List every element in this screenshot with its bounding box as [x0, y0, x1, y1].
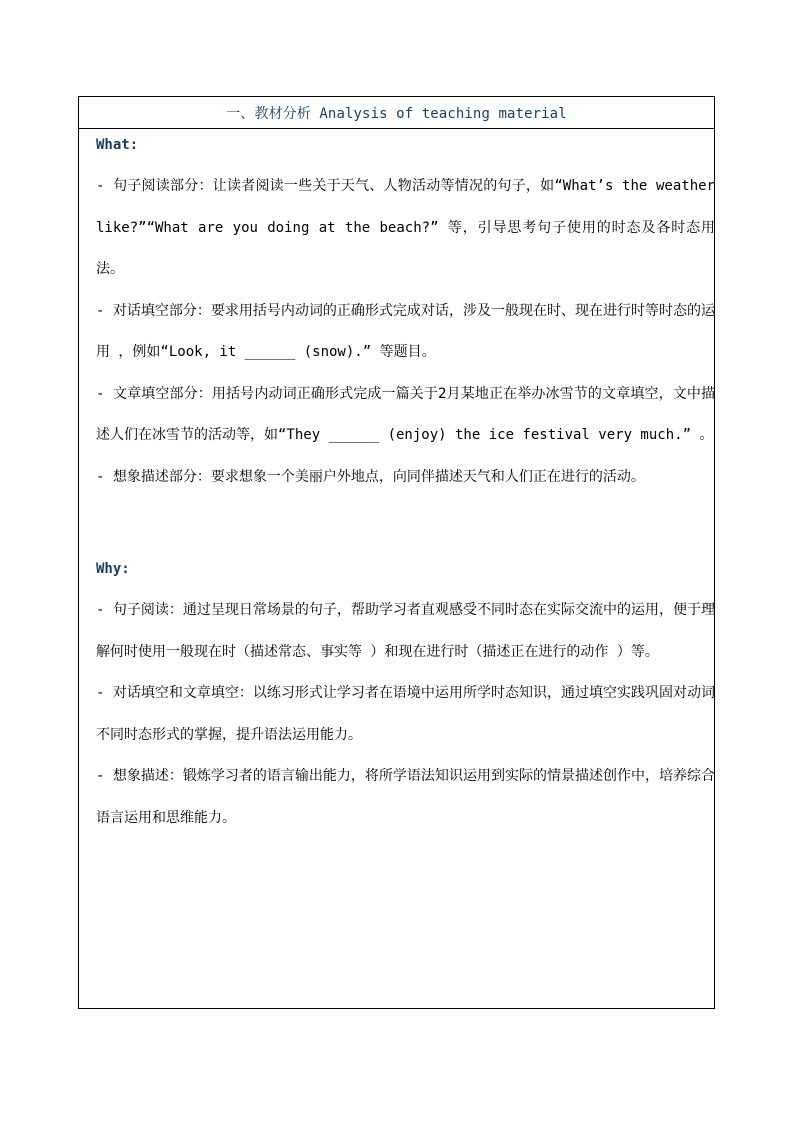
why-item-imagine-describe: - 想象描述：锻炼学习者的语言输出能力，将所学语法知识运用到实际的情景描述创作中，培养综合语言运用和思维能力。: [96, 768, 715, 826]
what-item-passage-fill: - 文章填空部分：用括号内动词正确形式完成一篇关于2月某地正在举办冰雪节的文章填空，文中描述人们在冰雪节的活动等，如“They ______ (enjoy) the ice festival very much.” 。: [96, 385, 715, 443]
table-content: [96, 129, 715, 839]
why-heading: Why:: [96, 561, 130, 577]
why-item-fill-blanks: - 对话填空和文章填空：以练习形式让学习者在语境中运用所学时态知识，通过填空实践巩固对动词不同时态形式的掌握，提升语法运用能力。: [96, 685, 715, 743]
table-title: 一、教材分析 Analysis of teaching material: [226, 105, 567, 122]
table-title-row: [79, 97, 714, 129]
what-item-sentence-reading: - 句子阅读部分：让读者阅读一些关于天气、人物活动等情况的句子，如“What’s the weather like?”“What are you doing at the beach?” 等，引导思考句子使用的时态及各时态用法。: [96, 178, 715, 277]
what-heading: What:: [96, 137, 139, 153]
analysis-table: [78, 96, 715, 1009]
why-item-sentence-reading: - 句子阅读：通过呈现日常场景的句子，帮助学习者直观感受不同时态在实际交流中的运用，便于理解何时使用一般现在时（描述常态、事实等 ）和现在进行时（描述正在进行的动作 ）等。: [96, 602, 715, 660]
what-item-dialogue-fill: - 对话填空部分：要求用括号内动词的正确形式完成对话，涉及一般现在时、现在进行时等时态的运用 ，例如“Look, it ______ (snow).” 等题目。: [96, 302, 715, 360]
what-item-imagine-describe: - 想象描述部分：要求想象一个美丽户外地点，向同伴描述天气和人们正在进行的活动。: [96, 468, 645, 485]
